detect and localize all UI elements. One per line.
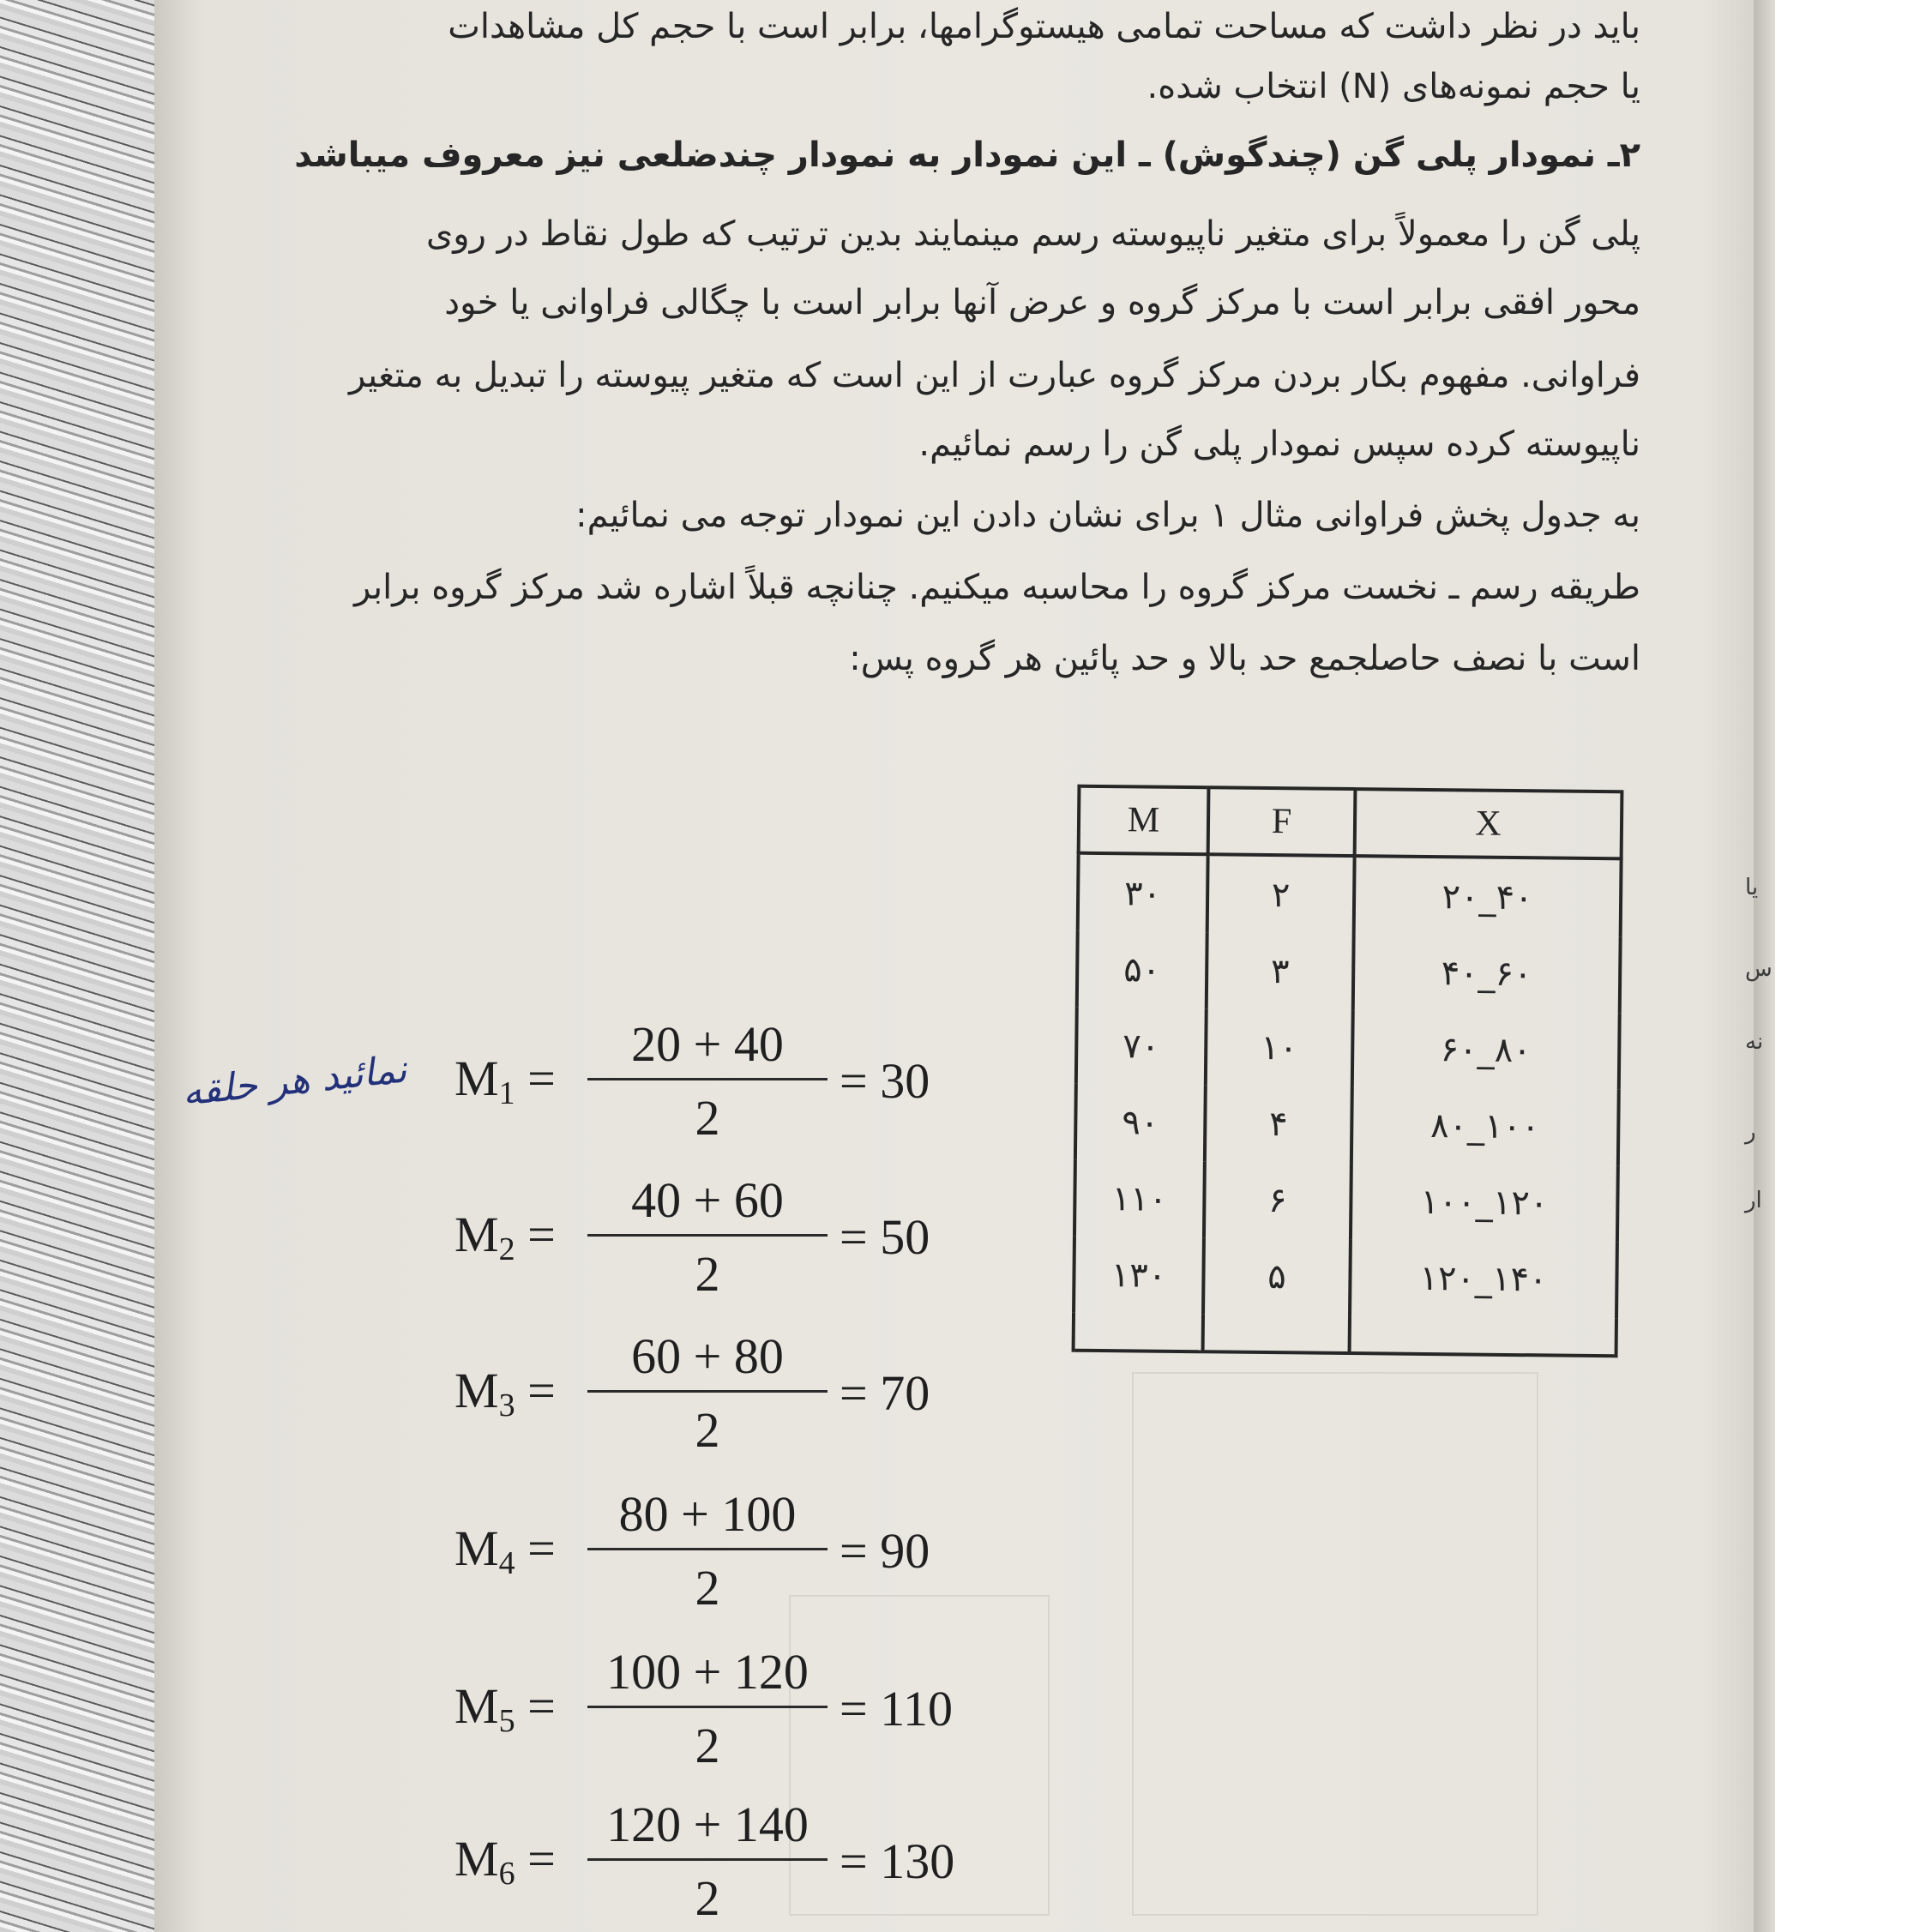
equation-subscript: 4 — [498, 1544, 515, 1581]
equation-result: = 50 — [840, 1208, 930, 1265]
text-line: ناپیوسته کرده سپس نمودار پلی گن را رسم نمائیم. — [918, 424, 1640, 464]
handwritten-note: نمائید هر حلقه — [180, 1047, 409, 1115]
equation-denominator: 2 — [695, 1869, 720, 1926]
equation-denominator: 2 — [695, 1245, 720, 1302]
equation-variable: M — [454, 1520, 499, 1576]
equation-denominator: 2 — [695, 1717, 720, 1773]
table-row — [1075, 1084, 1619, 1166]
equation-result: = 90 — [840, 1522, 930, 1579]
midpoint-equation: $M_3$ = $\frac{60 + 80}{2}$ = 70 — [454, 1327, 930, 1458]
cell-frequency: ۶ — [1204, 1161, 1351, 1239]
equation-result: = 30 — [840, 1052, 930, 1109]
equation-numerator: 80 + 100 — [618, 1485, 797, 1542]
equation-variable: M — [454, 1206, 499, 1262]
text-line: محور افقی برابر است با مرکز گروه و عرض آنها برابر است با چگالی فراوانی یا خود — [444, 283, 1640, 322]
adjacent-page-glyph: ر — [1745, 1119, 1756, 1145]
cell-midpoint: ۳۰ — [1078, 853, 1208, 933]
equation-fraction — [587, 1171, 828, 1303]
frequency-table — [1072, 785, 1624, 1358]
text-line: به جدول پخش فراوانی مثال ۱ برای نشان دادن این نمودار توجه می نمائیم: — [575, 496, 1640, 535]
equation-fraction — [587, 1015, 828, 1147]
equation-numerator: 20 + 40 — [631, 1015, 784, 1072]
equation-subscript: 6 — [498, 1855, 515, 1892]
cell-frequency: ۱۰ — [1206, 1008, 1353, 1086]
equation-variable: M — [454, 1050, 499, 1106]
adjacent-page-glyph: ار — [1745, 1188, 1762, 1213]
equation-variable: M — [454, 1362, 499, 1418]
stone-background — [0, 0, 154, 1932]
equation-variable: M — [454, 1677, 499, 1734]
table-row — [1077, 931, 1621, 1014]
cell-frequency: ۴ — [1205, 1085, 1352, 1163]
adjacent-page-glyph: س — [1745, 956, 1773, 982]
section-heading-line: ۲ـ نمودار پلی گن (چندگوش) ـ این نمودار به نمودار چندضلعی نیز معروف میباشد — [294, 135, 1640, 175]
text-line: یا حجم نمونه‌های (N) انتخاب شده. — [1147, 67, 1640, 106]
cell-frequency: ۲ — [1207, 854, 1355, 934]
equation-fraction — [587, 1485, 828, 1616]
equation-result: = 70 — [840, 1364, 930, 1421]
midpoint-equation: $M_5$ = $\frac{100 + 120}{2}$ = 110 — [454, 1643, 954, 1773]
equation-denominator: 2 — [695, 1089, 720, 1146]
equation-result: = 130 — [840, 1833, 955, 1889]
cell-frequency: ۳ — [1207, 932, 1354, 1010]
equation-numerator: 60 + 80 — [631, 1327, 784, 1384]
table-bottom-padding — [1074, 1313, 1616, 1357]
equation-subscript: 5 — [498, 1702, 515, 1739]
column-header-x: X — [1355, 789, 1622, 858]
table-header-row — [1079, 786, 1622, 859]
table-row — [1074, 1160, 1618, 1243]
equation-result: = 110 — [840, 1680, 954, 1736]
text-line: فراوانی. مفهوم بکار بردن مرکز گروه عبارت از این است که متغیر پیوسته را تبدیل به متغیر — [348, 356, 1640, 395]
text-line: است با نصف حاصلجمع حد بالا و حد پائین هر گروه پس: — [849, 639, 1640, 678]
cell-midpoint: ۷۰ — [1076, 1008, 1207, 1086]
midpoint-equation: $M_1$ = $\frac{20 + 40}{2}$ = 30 — [454, 1015, 930, 1146]
cell-class-interval: ۴۰_۶۰ — [1353, 934, 1621, 1013]
text-line: طریقه رسم ـ نخست مرکز گروه را محاسبه میکنیم. چنانچه قبلاً اشاره شد مرکز گروه برابر — [353, 568, 1640, 607]
cell-class-interval: ۶۰_۸۰ — [1352, 1010, 1620, 1089]
equation-fraction — [587, 1796, 828, 1927]
table-row — [1076, 1008, 1620, 1090]
cell-class-interval: ۲۰_۴۰ — [1354, 856, 1622, 936]
cell-midpoint: ۱۱۰ — [1074, 1160, 1205, 1238]
text-line: باید در نظر داشت که مساحت تمامی هیستوگرامها، برابر است با حجم کل مشاهدات — [448, 7, 1640, 46]
equation-numerator: 120 + 140 — [606, 1796, 809, 1852]
equation-subscript: 2 — [498, 1231, 515, 1267]
adjacent-page-glyph: نه — [1745, 1029, 1764, 1055]
cell-class-interval: ۱۲۰_۱۴۰ — [1350, 1239, 1617, 1318]
equation-numerator: 100 + 120 — [606, 1643, 809, 1700]
text-line: پلی گن را معمولاً برای متغیر ناپیوسته رسم مینمایند بدین ترتیب که طول نقاط در روی — [425, 214, 1640, 254]
equation-variable: M — [454, 1830, 499, 1887]
cell-midpoint: ۱۳۰ — [1074, 1237, 1204, 1315]
cell-frequency: ۵ — [1203, 1237, 1351, 1315]
midpoint-equation: $M_2$ = $\frac{40 + 60}{2}$ = 50 — [454, 1171, 930, 1302]
equation-subscript: 1 — [498, 1074, 515, 1111]
column-header-m: M — [1079, 786, 1209, 855]
adjacent-page-glyph: یا — [1745, 875, 1759, 900]
equation-denominator: 2 — [695, 1401, 720, 1458]
table-row — [1074, 1237, 1617, 1319]
table-row — [1078, 853, 1622, 937]
midpoint-equation: $M_6$ = $\frac{120 + 140}{2}$ = 130 — [454, 1796, 955, 1926]
midpoint-equation: $M_4$ = $\frac{80 + 100}{2}$ = 90 — [454, 1485, 930, 1616]
cell-midpoint: ۹۰ — [1075, 1084, 1206, 1162]
equation-numerator: 40 + 60 — [631, 1171, 784, 1228]
cell-class-interval: ۱۰۰_۱۲۰ — [1351, 1163, 1618, 1242]
equation-fraction — [587, 1643, 828, 1774]
equation-denominator: 2 — [695, 1559, 720, 1616]
equation-subscript: 3 — [498, 1387, 515, 1423]
equation-fraction — [587, 1327, 828, 1459]
column-header-f: F — [1208, 787, 1356, 856]
cell-class-interval: ۸۰_۱۰۰ — [1351, 1086, 1619, 1165]
cell-midpoint: ۵۰ — [1077, 931, 1207, 1009]
